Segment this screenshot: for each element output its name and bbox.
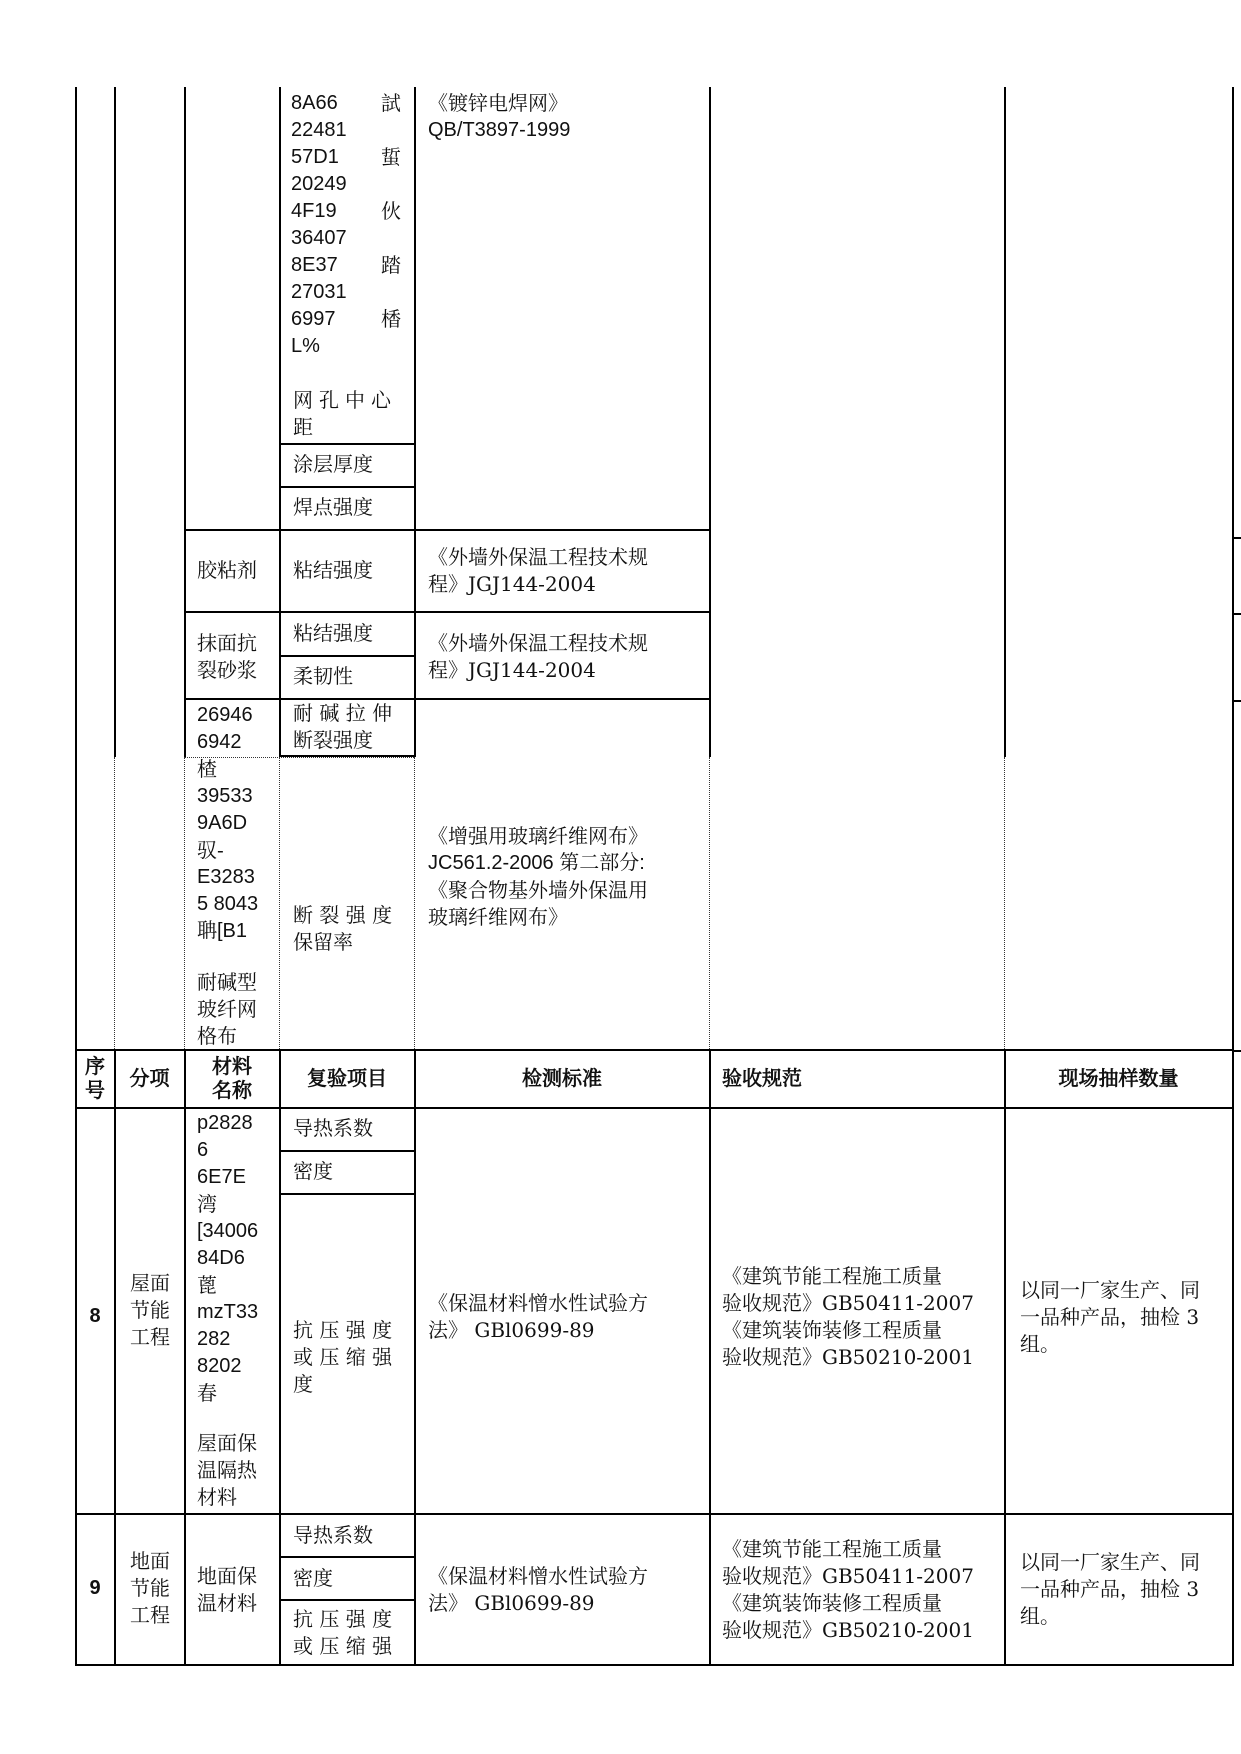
row8-material-1: 屋面保 — [197, 1431, 257, 1455]
code-line: 8202 — [197, 1355, 242, 1377]
code-line: E3283 — [197, 866, 255, 888]
row9-accept-4: 验收规范》GB50210-2001 — [722, 1618, 974, 1642]
row9-item-conductivity: 导热系数 — [293, 1523, 373, 1547]
row9-sub-2: 节能 — [130, 1576, 170, 1600]
mesh-item-weld: 焊点强度 — [293, 495, 373, 519]
code-line: 26946 — [197, 704, 253, 726]
mesh-code-row: 6997 楿 — [291, 307, 401, 331]
adhesive-name: 胶粘剂 — [197, 558, 257, 582]
adhesive-standard-2: 程》JGJ144-2004 — [428, 572, 596, 596]
code-line: 84D6 — [197, 1247, 245, 1269]
mesh-code-row: 8E37 踏 — [291, 253, 401, 277]
row8-item-strength-1: 抗 压 强 度 — [293, 1318, 393, 1342]
header-retest: 复验项目 — [307, 1066, 387, 1090]
row9-sub-1: 地面 — [130, 1549, 170, 1573]
mesh-code-row: L% — [291, 335, 320, 357]
fiber-name-3: 格布 — [197, 1024, 237, 1048]
row8-item-strength-3: 度 — [293, 1372, 313, 1396]
mortar-name-2: 裂砂浆 — [197, 658, 257, 682]
row9-accept-2: 验收规范》GB50411-2007 — [722, 1564, 974, 1588]
row9-std-2: 法》 GBl0699-89 — [428, 1591, 595, 1615]
fiber-name-2: 玻纤网 — [197, 997, 257, 1021]
fiber-item-alkali-1: 耐 碱 拉 伸 — [293, 701, 393, 725]
row9-item-strength-1: 抗 压 强 度 — [293, 1607, 393, 1631]
code-line: 6E7E — [197, 1166, 246, 1188]
fiber-standard-4: 玻璃纤维网布》 — [428, 905, 568, 929]
row9-material-1: 地面保 — [197, 1564, 257, 1588]
fiber-item-alkali-2: 断裂强度 — [293, 728, 373, 752]
header-material-2: 名称 — [212, 1078, 252, 1102]
mesh-code-row: 4F19 伙 — [291, 199, 401, 223]
code-line: p2828 — [197, 1112, 253, 1134]
row9-item-strength-2: 或 压 缩 强 — [293, 1634, 393, 1658]
row8-std-1: 《保温材料憎水性试验方 — [428, 1291, 648, 1315]
mesh-standard-code: QB/T3897-1999 — [428, 119, 571, 141]
row8-sample-2: 一品种产品，抽检 3 — [1020, 1305, 1200, 1329]
row8-sub-3: 工程 — [130, 1325, 170, 1349]
header-material-1: 材料 — [212, 1054, 252, 1078]
row8-sub-1: 屋面 — [130, 1271, 170, 1295]
code-line: 5 8043 — [197, 893, 259, 915]
code-line: 9A6D — [197, 812, 248, 834]
row9-accept-1: 《建筑节能工程施工质量 — [722, 1537, 942, 1561]
row9-sub-3: 工程 — [130, 1603, 170, 1627]
code-line: mzT33 — [197, 1301, 259, 1323]
fiber-standard-3: 《聚合物基外墙外保温用 — [428, 878, 648, 902]
code-line: [34006 — [197, 1220, 259, 1242]
mortar-item-bond: 粘结强度 — [293, 621, 373, 645]
row8-sub-2: 节能 — [130, 1298, 170, 1322]
code-line: 楂 — [197, 757, 217, 781]
row8-accept-2: 验收规范》GB50411-2007 — [722, 1291, 974, 1315]
header-seq-1: 序 — [85, 1054, 105, 1078]
mesh-codes — [291, 90, 401, 360]
header-std: 检测标准 — [522, 1066, 602, 1090]
row8-item-density: 密度 — [293, 1159, 333, 1183]
fiber-standard-2: JC561.2-2006 第二部分: — [428, 852, 645, 874]
mortar-standard-1: 《外墙外保温工程技术规 — [428, 631, 648, 655]
row8-item-strength-2: 或 压 缩 强 — [293, 1345, 393, 1369]
mortar-standard-2: 程》JGJ144-2004 — [428, 658, 596, 682]
adhesive-item: 粘结强度 — [293, 558, 373, 582]
row8-accept-1: 《建筑节能工程施工质量 — [722, 1264, 942, 1288]
row9-item-density: 密度 — [293, 1566, 333, 1590]
row8-num: 8 — [89, 1305, 101, 1327]
fiber-standard-1: 《增强用玻璃纤维网布》 — [428, 824, 648, 848]
mesh-standard-title: 《镀锌电焊网》 — [428, 91, 568, 115]
mesh-code-row: 22481 — [291, 119, 347, 141]
mesh-code-row: 36407 — [291, 227, 347, 249]
mesh-code-row: 8A66 試 — [291, 91, 401, 115]
mortar-name-1: 抹面抗 — [197, 631, 257, 655]
header-seq-2: 号 — [85, 1078, 105, 1102]
header-accept: 验收规范 — [722, 1066, 802, 1090]
row8-codes — [197, 1110, 258, 1407]
fiber-codes — [197, 702, 258, 945]
row8-material-2: 温隔热 — [197, 1458, 257, 1482]
header-sub: 分项 — [129, 1066, 170, 1090]
fiber-item-retention-1: 断 裂 强 度 — [293, 903, 393, 927]
row9-material-2: 温材料 — [197, 1591, 257, 1615]
row9-sample-1: 以同一厂家生产、同 — [1020, 1550, 1200, 1574]
row9-accept-3: 《建筑装饰装修工程质量 — [722, 1591, 942, 1615]
code-line: 282 — [197, 1328, 231, 1350]
row9-sample-2: 一品种产品，抽检 3 — [1020, 1577, 1200, 1601]
code-line: 驭- — [197, 838, 224, 862]
row8-sample-3: 组。 — [1020, 1332, 1060, 1356]
row9-num: 9 — [89, 1577, 101, 1599]
header-sample: 现场抽样数量 — [1058, 1066, 1179, 1090]
code-line: 春 — [197, 1381, 217, 1405]
mesh-code-row: 20249 — [291, 173, 347, 195]
row9-sample-3: 组。 — [1020, 1604, 1060, 1628]
mesh-code-row: 57D1 蜇 — [291, 145, 401, 169]
code-line: 39533 — [197, 785, 253, 807]
mesh-item-spacing-cont: 距 — [293, 415, 313, 439]
mesh-item-coating: 涂层厚度 — [293, 452, 373, 476]
row8-std-2: 法》 GBl0699-89 — [428, 1318, 595, 1342]
adhesive-standard-1: 《外墙外保温工程技术规 — [428, 545, 648, 569]
mesh-item-spacing: 网孔中心 — [293, 388, 397, 412]
mesh-code-row: 27031 — [291, 281, 347, 303]
row8-item-conductivity: 导热系数 — [293, 1116, 373, 1140]
code-line: 聃[B1 — [197, 920, 248, 942]
code-line: 6 — [197, 1139, 209, 1161]
row8-material-3: 材料 — [197, 1485, 237, 1509]
row8-sample-1: 以同一厂家生产、同 — [1020, 1278, 1200, 1302]
fiber-name-1: 耐碱型 — [197, 970, 257, 994]
code-line: 湾 — [197, 1192, 217, 1216]
code-line: 蓖 — [197, 1273, 217, 1297]
code-line: 6942 — [197, 731, 242, 753]
row8-accept-4: 验收规范》GB50210-2001 — [722, 1345, 974, 1369]
row8-accept-3: 《建筑装饰装修工程质量 — [722, 1318, 942, 1342]
row9-std-1: 《保温材料憎水性试验方 — [428, 1564, 648, 1588]
mortar-item-flex: 柔韧性 — [293, 664, 353, 688]
fiber-item-retention-2: 保留率 — [293, 930, 353, 954]
